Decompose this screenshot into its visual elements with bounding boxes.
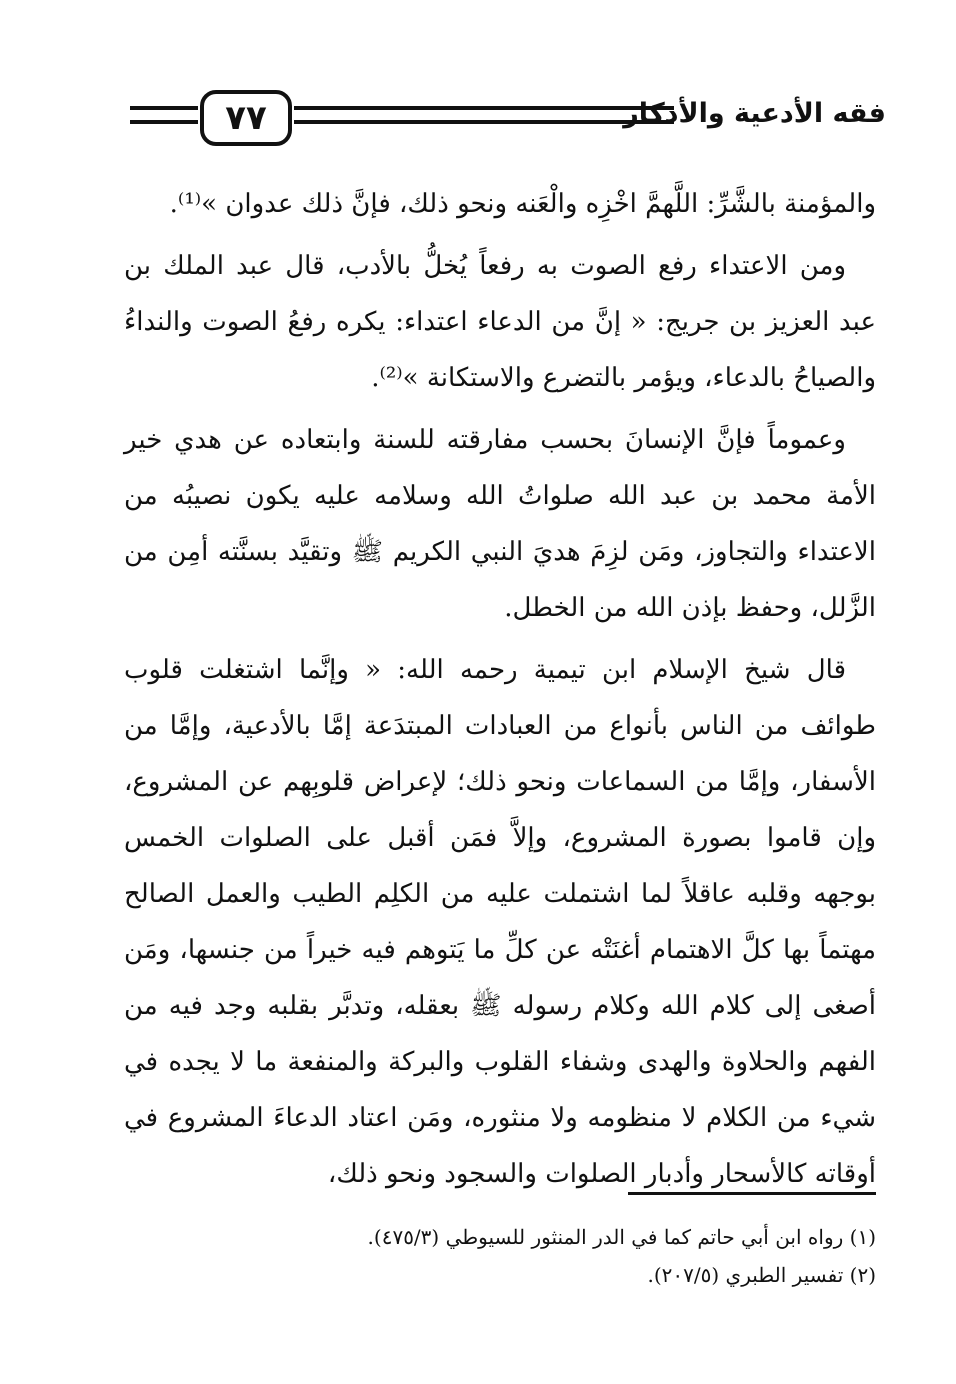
paragraph: وعموماً فإنَّ الإنسانَ بحسب مفارقته للسنة وابتعاده عن هدي خير الأمة محمد بن عبد الله صلواتُ الله وسلامه عليه يكون نصيبُه من الاعتداء والتجاوز، ومَن لزِمَ هديَ النبي الكريم ﷺ وتقيَّد بسنَّته أمِن من الزَّلل، وحفظ بإذن الله من الخطل. <box>124 425 876 623</box>
paragraph: ومن الاعتداء رفع الصوت به رفعاً يُخلُّ بالأدب، قال عبد الملك بن عبد العزيز بن جريج: « إنَّ من الدعاء اعتداء: يكره رفعُ الصوت والنداءُ والصياحُ بالدعاء، ويؤمر بالتضرع والاستكانة »⁽²⁾. <box>124 251 876 393</box>
footnote: (٢) تفسير الطبري (٢٠٧/٥). <box>647 1263 876 1287</box>
paragraph: قال شيخ الإسلام ابن تيمية رحمه الله: « وإنَّما اشتغلت قلوب طوائف من الناس بأنواع من العبادات المبتدَعة إمَّا بالأدعية، وإمَّا من الأسفار، وإمَّا من السماعات ونحو ذلك؛ لإعراض قلوبِهم عن المشروع، وإن قاموا بصورة المشروع، وإلاَّ فمَن أقبل على الصلوات الخمس بوجهه وقلبه عاقلاً لما اشتملت عليه من الكلِم الطيب والعمل الصالح مهتماً بها كلَّ الاهتمام أغنَتْه عن كلِّ ما يَتوهم فيه خيراً من جنسها، ومَن أصغى إلى كلام الله وكلام رسوله ﷺ بعقله، وتدبَّر بقلبه وجد فيه من الفهم والحلاوة والهدى وشفاء القلوب والبركة والمنفعة ما لا يجده في شيء من الكلام لا منظومه ولا منثوره، ومَن اعتاد الدعاءَ المشروع في أوقاته كالأسحار وأدبار الصلوات والسجود ونحو ذلك، <box>124 655 876 1189</box>
header-rule-left-bottom <box>130 120 198 124</box>
page-number: ٧٧ <box>200 90 292 146</box>
paragraph: والمؤمنة بالشَّرِّ: اللَّهمَّ اخْزِه والْعَنه ونحو ذلك، فإنَّ ذلك عدوان »⁽¹⁾. <box>169 189 876 219</box>
main-text <box>124 176 876 1208</box>
header-rule-left-top <box>130 106 198 110</box>
footnotes <box>124 1218 876 1294</box>
footnote-separator <box>628 1192 876 1195</box>
footnote: (١) رواه ابن أبي حاتم كما في الدر المنثور للسيوطي (٤٧٥/٣). <box>367 1225 876 1249</box>
header-rule-right-top <box>294 106 674 110</box>
page-header <box>0 0 956 170</box>
running-title: فقه الأدعية والأذكار <box>623 98 886 129</box>
header-rule-right-bottom <box>294 120 674 124</box>
